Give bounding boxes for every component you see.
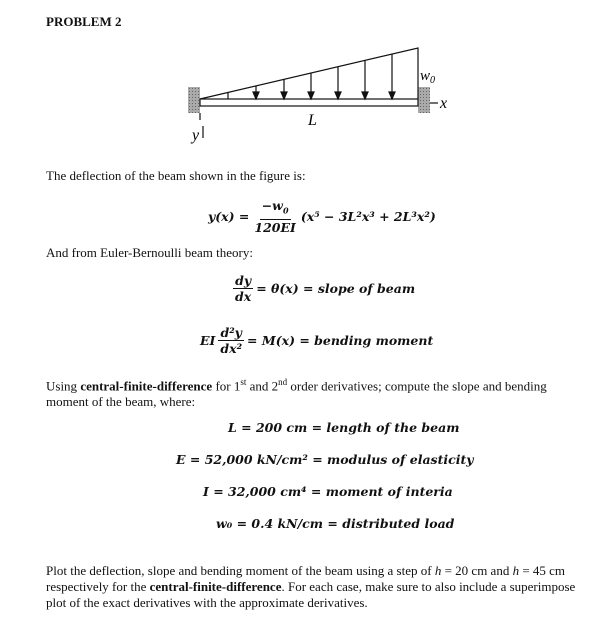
param-inertia: I = 32,000 cm⁴ = moment of interia xyxy=(203,484,453,499)
intro-text: The deflection of the beam shown in the figure is: xyxy=(46,168,306,183)
x-axis-label: x xyxy=(440,95,448,112)
deflection-equation: y(x) = $\frac{-w_0}{120EI}$ (x⁵ − 3L²x³ + 2L³x²) xyxy=(208,198,436,235)
moment-equation: EI $\frac{\text{d²y}}{\text{dx²}}$ = M(x) = bending moment xyxy=(200,325,434,356)
param-modulus: E = 52,000 kN/cm² = modulus of elasticity xyxy=(176,452,474,467)
theory-intro: And from Euler-Bernoulli beam theory: xyxy=(46,245,253,260)
length-label: L xyxy=(308,112,317,129)
task-text: Using central-finite-difference for 1st and 2nd order derivatives; compute the slope and bending moment of the beam, where: xyxy=(46,377,547,410)
left-wall-support xyxy=(188,87,200,113)
load-label: $w_0$ xyxy=(420,68,436,86)
load-arrows xyxy=(200,54,438,138)
beam-figure xyxy=(180,40,460,145)
triangular-load xyxy=(200,48,418,99)
param-load: w₀ = 0.4 kN/cm = distributed load xyxy=(216,516,455,531)
beam xyxy=(200,99,418,106)
param-length: L = 200 cm = length of the beam xyxy=(228,420,460,435)
plot-instructions: Plot the deflection, slope and bending moment of the beam using a step of h = 20 cm and h = 45 cm respectively for the central-finite-difference. For each case, make sure to also include a superimpose plot of the exact derivatives with the approximate derivatives. xyxy=(46,563,576,610)
right-wall-support xyxy=(418,87,430,113)
problem-title: PROBLEM 2 xyxy=(46,14,122,29)
slope-equation: $\frac{dy}{dx}$ = θ(x) = slope of beam xyxy=(235,273,416,304)
y-axis-label: y xyxy=(192,127,200,144)
